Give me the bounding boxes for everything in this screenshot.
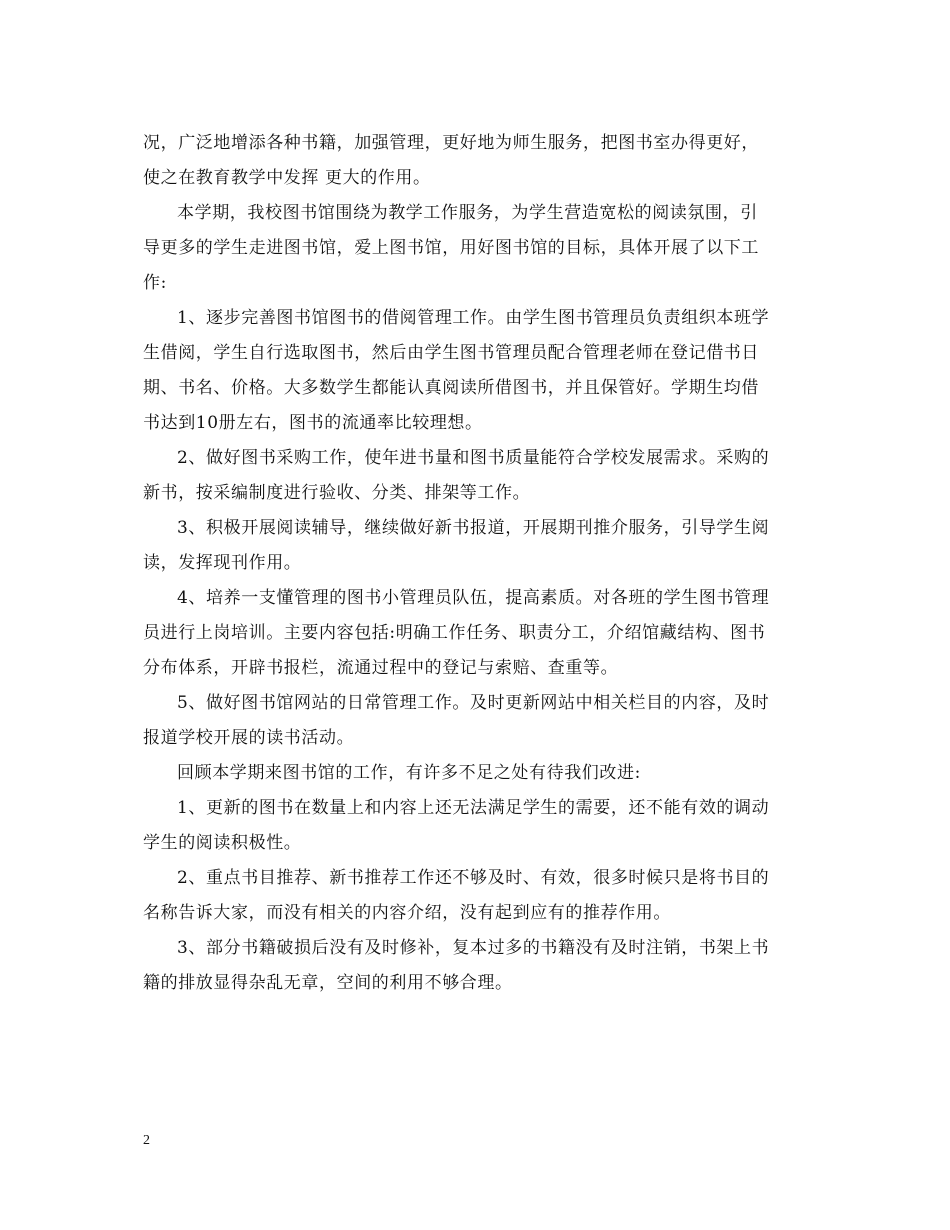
paragraph: 3、部分书籍破损后没有及时修补，复本过多的书籍没有及时注销，书架上书 籍的排放显得杂乱无章，空间的利用不够合理。 [143, 938, 770, 993]
paragraph: 4、培养一支懂管理的图书小管理员队伍，提高素质。对各班的学生图书管理 员进行上岗培训。主要内容包括:明确工作任务、职责分工，介绍馆藏结构、图书 分布体系，开辟书报栏，流通过程中的登记与索赔、查重等。 [143, 588, 770, 678]
paragraph: 本学期，我校图书馆围绕为教学工作服务，为学生营造宽松的阅读氛围，引 导更多的学生走进图书馆，爱上图书馆，用好图书馆的目标，具体开展了以下工 作: [143, 203, 759, 293]
paragraph: 2、做好图书采购工作，使年进书量和图书质量能符合学校发展需求。采购的 新书，按采编制度进行验收、分类、排架等工作。 [143, 448, 770, 503]
paragraph: 况，广泛地增添各种书籍，加强管理，更好地为师生服务，把图书室办得更好， 使之在教育教学中发挥 更大的作用。 [143, 133, 759, 188]
paragraph: 2、重点书目推荐、新书推荐工作还不够及时、有效，很多时候只是将书目的 名称告诉大家，而没有相关的内容介绍，没有起到应有的推荐作用。 [143, 868, 770, 923]
paragraph: 3、积极开展阅读辅导，继续做好新书报道，开展期刊推介服务，引导学生阅 读，发挥现刊作用。 [143, 518, 770, 573]
paragraph: 回顾本学期来图书馆的工作，有许多不足之处有待我们改进: [177, 763, 641, 783]
page-number: 2 [143, 1133, 150, 1148]
paragraph: 1、更新的图书在数量上和内容上还无法满足学生的需要，还不能有效的调动 学生的阅读积极性。 [143, 798, 770, 853]
document-body [143, 126, 810, 1001]
paragraph: 1、逐步完善图书馆图书的借阅管理工作。由学生图书管理员负责组织本班学 生借阅，学生自行选取图书，然后由学生图书管理员配合管理老师在登记借书日 期、书名、价格。大多数学生都能认真阅读所借图书，并且保管好。学期生均借 书达到10册左右，图书的流通率比较理想。 [143, 308, 770, 433]
paragraph: 5、做好图书馆网站的日常管理工作。及时更新网站中相关栏目的内容，及时 报道学校开展的读书活动。 [143, 693, 770, 748]
